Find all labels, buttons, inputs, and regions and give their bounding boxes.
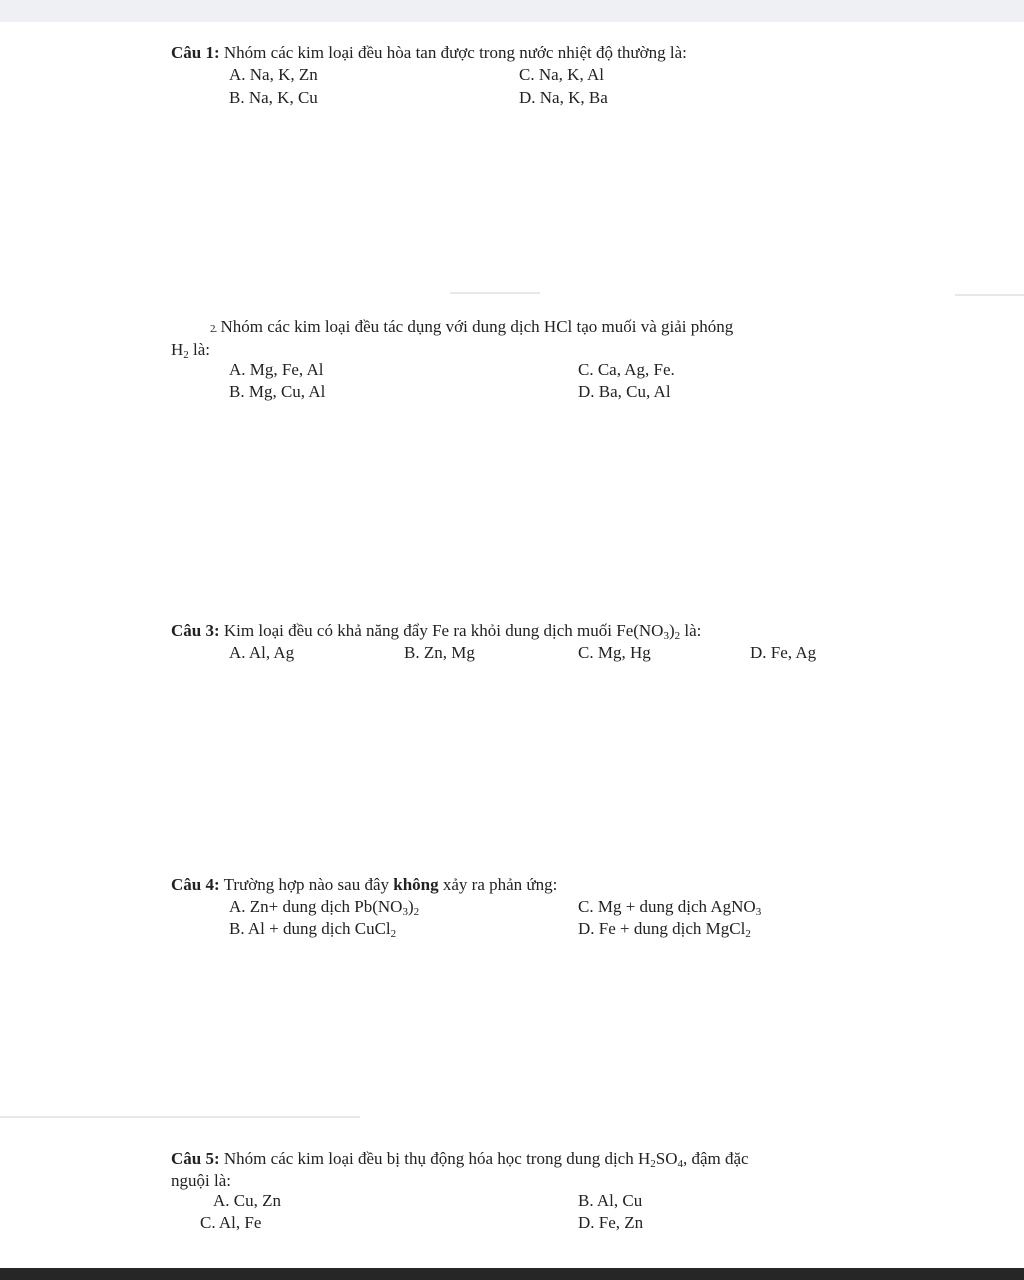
question-3-sub1: 3 [663,630,669,642]
question-3-option-c[interactable]: C. Mg, Hg [578,643,651,662]
question-2-h: H [171,340,184,359]
question-1-text: Nhóm các kim loại đều hòa tan được trong nước nhiệt độ thường là: [219,43,687,62]
question-2-stem [210,316,733,340]
question-3-stem [171,620,701,642]
question-3-option-b[interactable]: B. Zn, Mg [404,643,475,662]
question-4-option-a-mid: ) [407,897,414,916]
question-4-label: Câu 4: [171,875,220,894]
question-4-option-c-sub: 3 [755,906,762,918]
question-3-label: Câu 3: [171,621,220,640]
question-1-option-b[interactable]: B. Na, K, Cu [229,88,318,107]
question-5-option-c[interactable]: C. Al, Fe [200,1213,262,1232]
question-5-option-a[interactable]: A. Cu, Zn [213,1191,281,1210]
question-5-stem [171,1148,749,1170]
question-3-la: là: [680,621,702,640]
question-1-option-d[interactable]: D. Na, K, Ba [519,88,608,107]
question-3-mid: ) [668,621,675,640]
question-1-label: Câu 1: [171,43,220,62]
question-4-option-a-sub2: 2 [413,906,420,918]
scan-artifact-line [955,294,1024,296]
question-4-option-a[interactable] [229,896,419,918]
question-3-sub2: 2 [674,630,681,642]
question-4-option-b-text: B. Al + dung dịch CuCl [229,919,391,938]
question-5-sub1: 2 [650,1158,656,1170]
question-3-option-d[interactable]: D. Fe, Ag [750,643,817,662]
top-bar [0,0,1024,22]
question-2-text: Nhóm các kim loại đều tác dụng với dung dịch HCl tạo muối và giải phóng [216,317,734,336]
question-5-option-b[interactable]: B. Al, Cu [578,1191,643,1210]
question-5-mid: SO [655,1149,678,1168]
question-5-text-end: , đậm đặc [682,1149,749,1168]
question-3-option-a[interactable]: A. Al, Ag [229,643,295,662]
question-2-option-d[interactable]: D. Ba, Cu, Al [578,382,671,401]
question-1-option-a[interactable]: A. Na, K, Zn [229,65,318,84]
question-4-option-c-text: C. Mg + dung dịch AgNO [578,897,756,916]
question-4-text: Trường hợp nào sau đây [219,875,394,894]
question-4-option-a-text: A. Zn+ dung dịch Pb(NO [229,897,403,916]
question-4-option-b[interactable] [229,918,396,940]
question-2-label-partial: 2. [210,323,217,335]
bottom-bar [0,1268,1024,1280]
question-5-sub2: 4 [677,1158,683,1170]
question-2-option-a[interactable]: A. Mg, Fe, Al [229,360,324,379]
question-5-stem-line2: nguội là: [171,1171,231,1190]
question-4-option-d-sub: 2 [745,928,751,940]
question-5-text: Nhóm các kim loại đều bị thụ động hóa học trong dung dịch H [219,1149,651,1168]
question-4-option-d[interactable] [578,918,751,940]
scan-artifact-line [450,292,540,294]
question-1-stem [171,42,687,64]
question-4-option-d-text: D. Fe + dung dịch MgCl [578,919,746,938]
question-4-emphasis: không [393,875,439,894]
question-4-text-end: xảy ra phản ứng: [438,875,558,894]
scan-artifact-line [0,1116,360,1118]
question-2-h-sub: 2 [183,349,189,361]
question-4-option-a-sub1: 3 [402,906,408,918]
question-4-option-b-sub: 2 [390,928,397,940]
question-4-option-c[interactable] [578,896,761,918]
question-2-option-b[interactable]: B. Mg, Cu, Al [229,382,326,401]
question-3-text: Kim loại đều có khả năng đẩy Fe ra khỏi dung dịch muối Fe(NO [219,621,664,640]
question-2-option-c[interactable]: C. Ca, Ag, Fe. [578,360,675,379]
question-5-option-d[interactable]: D. Fe, Zn [578,1213,644,1232]
question-2-la: là: [188,340,211,359]
question-5-label: Câu 5: [171,1149,220,1168]
question-2-stem-line2 [171,339,210,361]
question-1-option-c[interactable]: C. Na, K, Al [519,65,604,84]
question-4-stem [171,874,557,896]
